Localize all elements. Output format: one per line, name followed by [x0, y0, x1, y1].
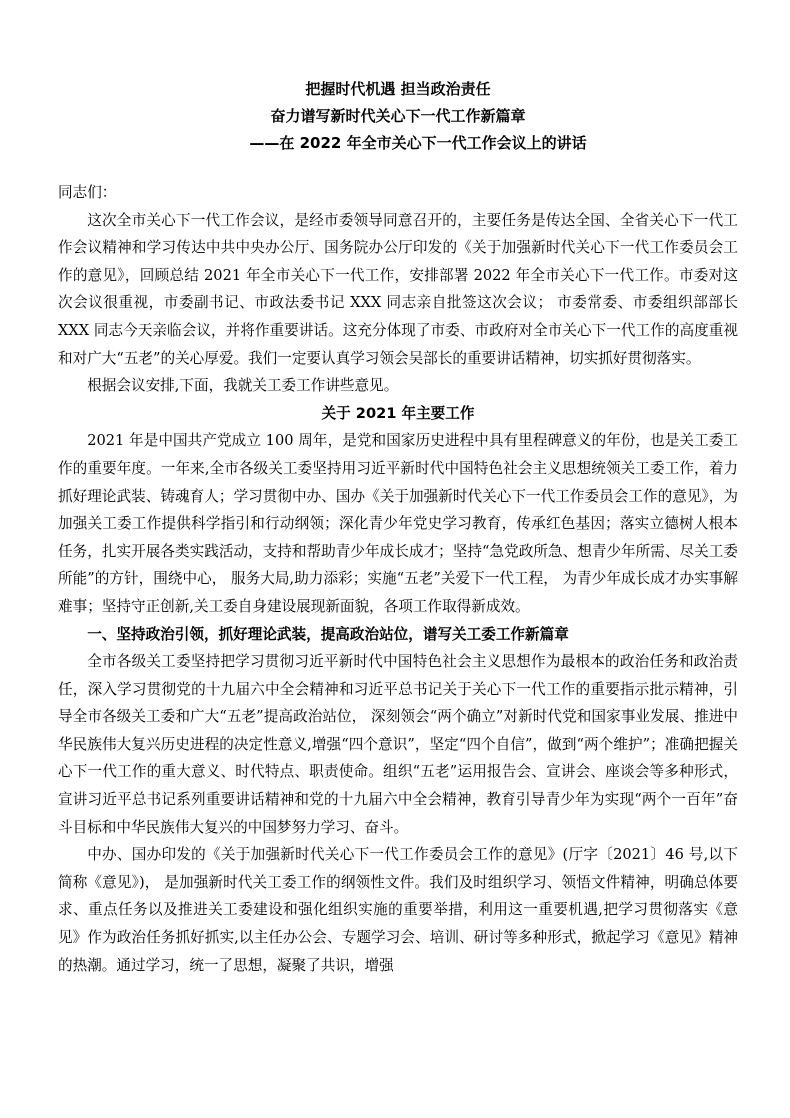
intro-paragraph-2: 根据会议安排,下面，我就关工委工作讲些意见。	[87, 377, 399, 395]
document-title-line-2: 奋力谱写新时代关心下一代工作新篇章	[270, 107, 526, 125]
intro-paragraph-1: 这次全市关心下一代工作会议，是经市委领导同意召开的，主要任务是传达全国、全省关心下一代工作会议精神和学习传达中共中央办公厅、国务院办公厅印发的《关于加强新时代关心下一代工作委员会工作的意见》，回顾总结 2021 年全市关心下一代工作，安排部署 2022 年全市关心下一代工作。市委对这次会议很重视，市委副书记、市政法委书记 XXX 同志亲自批签这次会议； 市委常委、市委组织部部长 XXX 同志今天亲临会议，并将作重要讲话。这充分体现了市委、市政府对全市关心下一代工作的高度重视和对广大“五老”的关心厚爱。我们一定要认真学习领会吴部长的重要讲话精神，切实抓好贯彻落实。	[58, 211, 738, 367]
subsection-paragraph-2: 中办、国办印发的《关于加强新时代关心下一代工作委员会工作的意见》(厅字〔2021〕46 号,以下简称《意见》)， 是加强新时代关工委工作的纲领性文件。我们及时组织学习、领悟文件精神，明确总体要求、重点任务以及推进关工委建设和强化组织实施的重要举措，利用这一重要机遇,把学习贯彻落实《意见》作为政治任务抓好抓实,以主任办公会、专题学习会、培训、研讨等多种形式，掀起学习《意见》精神的热潮。通过学习，统一了思想，凝聚了共识，增强	[58, 846, 738, 974]
document-title-line-1: 把握时代机遇 担当政治责任	[305, 80, 491, 98]
salutation: 同志们：	[58, 184, 117, 201]
section-paragraph-2021-summary: 2021 年是中国共产党成立 100 周年，是党和国家历史进程中具有里程碑意义的年份，也是关工委工作的重要年度。一年来,全市各级关工委坚持用习近平新时代中国特色社会主义思想统领关工委工作，着力抓好理论武装、铸魂育人；学习贯彻中办、国办《关于加强新时代关心下一代工作委员会工作的意见》，为加强关工委工作提供科学指引和行动纲领；深化青少年党史学习教育，传承红色基因；落实立德树人根本任务，扎实开展各类实践活动，支持和帮助青少年成长成才；坚持“急党政所急、想青少年所需、尽关工委所能”的方针，围绕中心， 服务大局,助力添彩；实施“五老”关爱下一代工程， 为青少年成长成才办实事解难事；坚持守正创新,关工委自身建设展现新面貌，各项工作取得新成效。	[58, 432, 738, 615]
subsection-paragraph-1: 全市各级关工委坚持把学习贯彻习近平新时代中国特色社会主义思想作为最根本的政治任务和政治责任，深入学习贯彻党的十九届六中全会精神和习近平总书记关于关心下一代工作的重要指示批示精神，引导全市各级关工委和广大“五老”提高政治站位， 深刻领会“两个确立”对新时代党和国家事业发展、推进中华民族伟大复兴历史进程的决定性意义,增强“四个意识”，坚定“四个自信”，做到“两个维护”；准确把握关心下一代工作的重大意义、时代特点、职责使命。组织“五老”运用报告会、宣讲会、座谈会等多种形式，宣讲习近平总书记系列重要讲话精神和党的十九届六中全会精神，教育引导青少年为实现“两个一百年”奋斗目标和中华民族伟大复兴的中国梦努力学习、奋斗。	[58, 653, 738, 836]
subsection-heading-political-guidance: 一、坚持政治引领，抓好理论武装，提高政治站位，谱写关工委工作新篇章	[87, 625, 569, 643]
title-spacer	[58, 157, 738, 179]
document-subtitle: ——在 2022 年全市关心下一代工作会议上的讲话	[249, 134, 587, 152]
section-heading-2021-work: 关于 2021 年主要工作	[321, 404, 475, 422]
